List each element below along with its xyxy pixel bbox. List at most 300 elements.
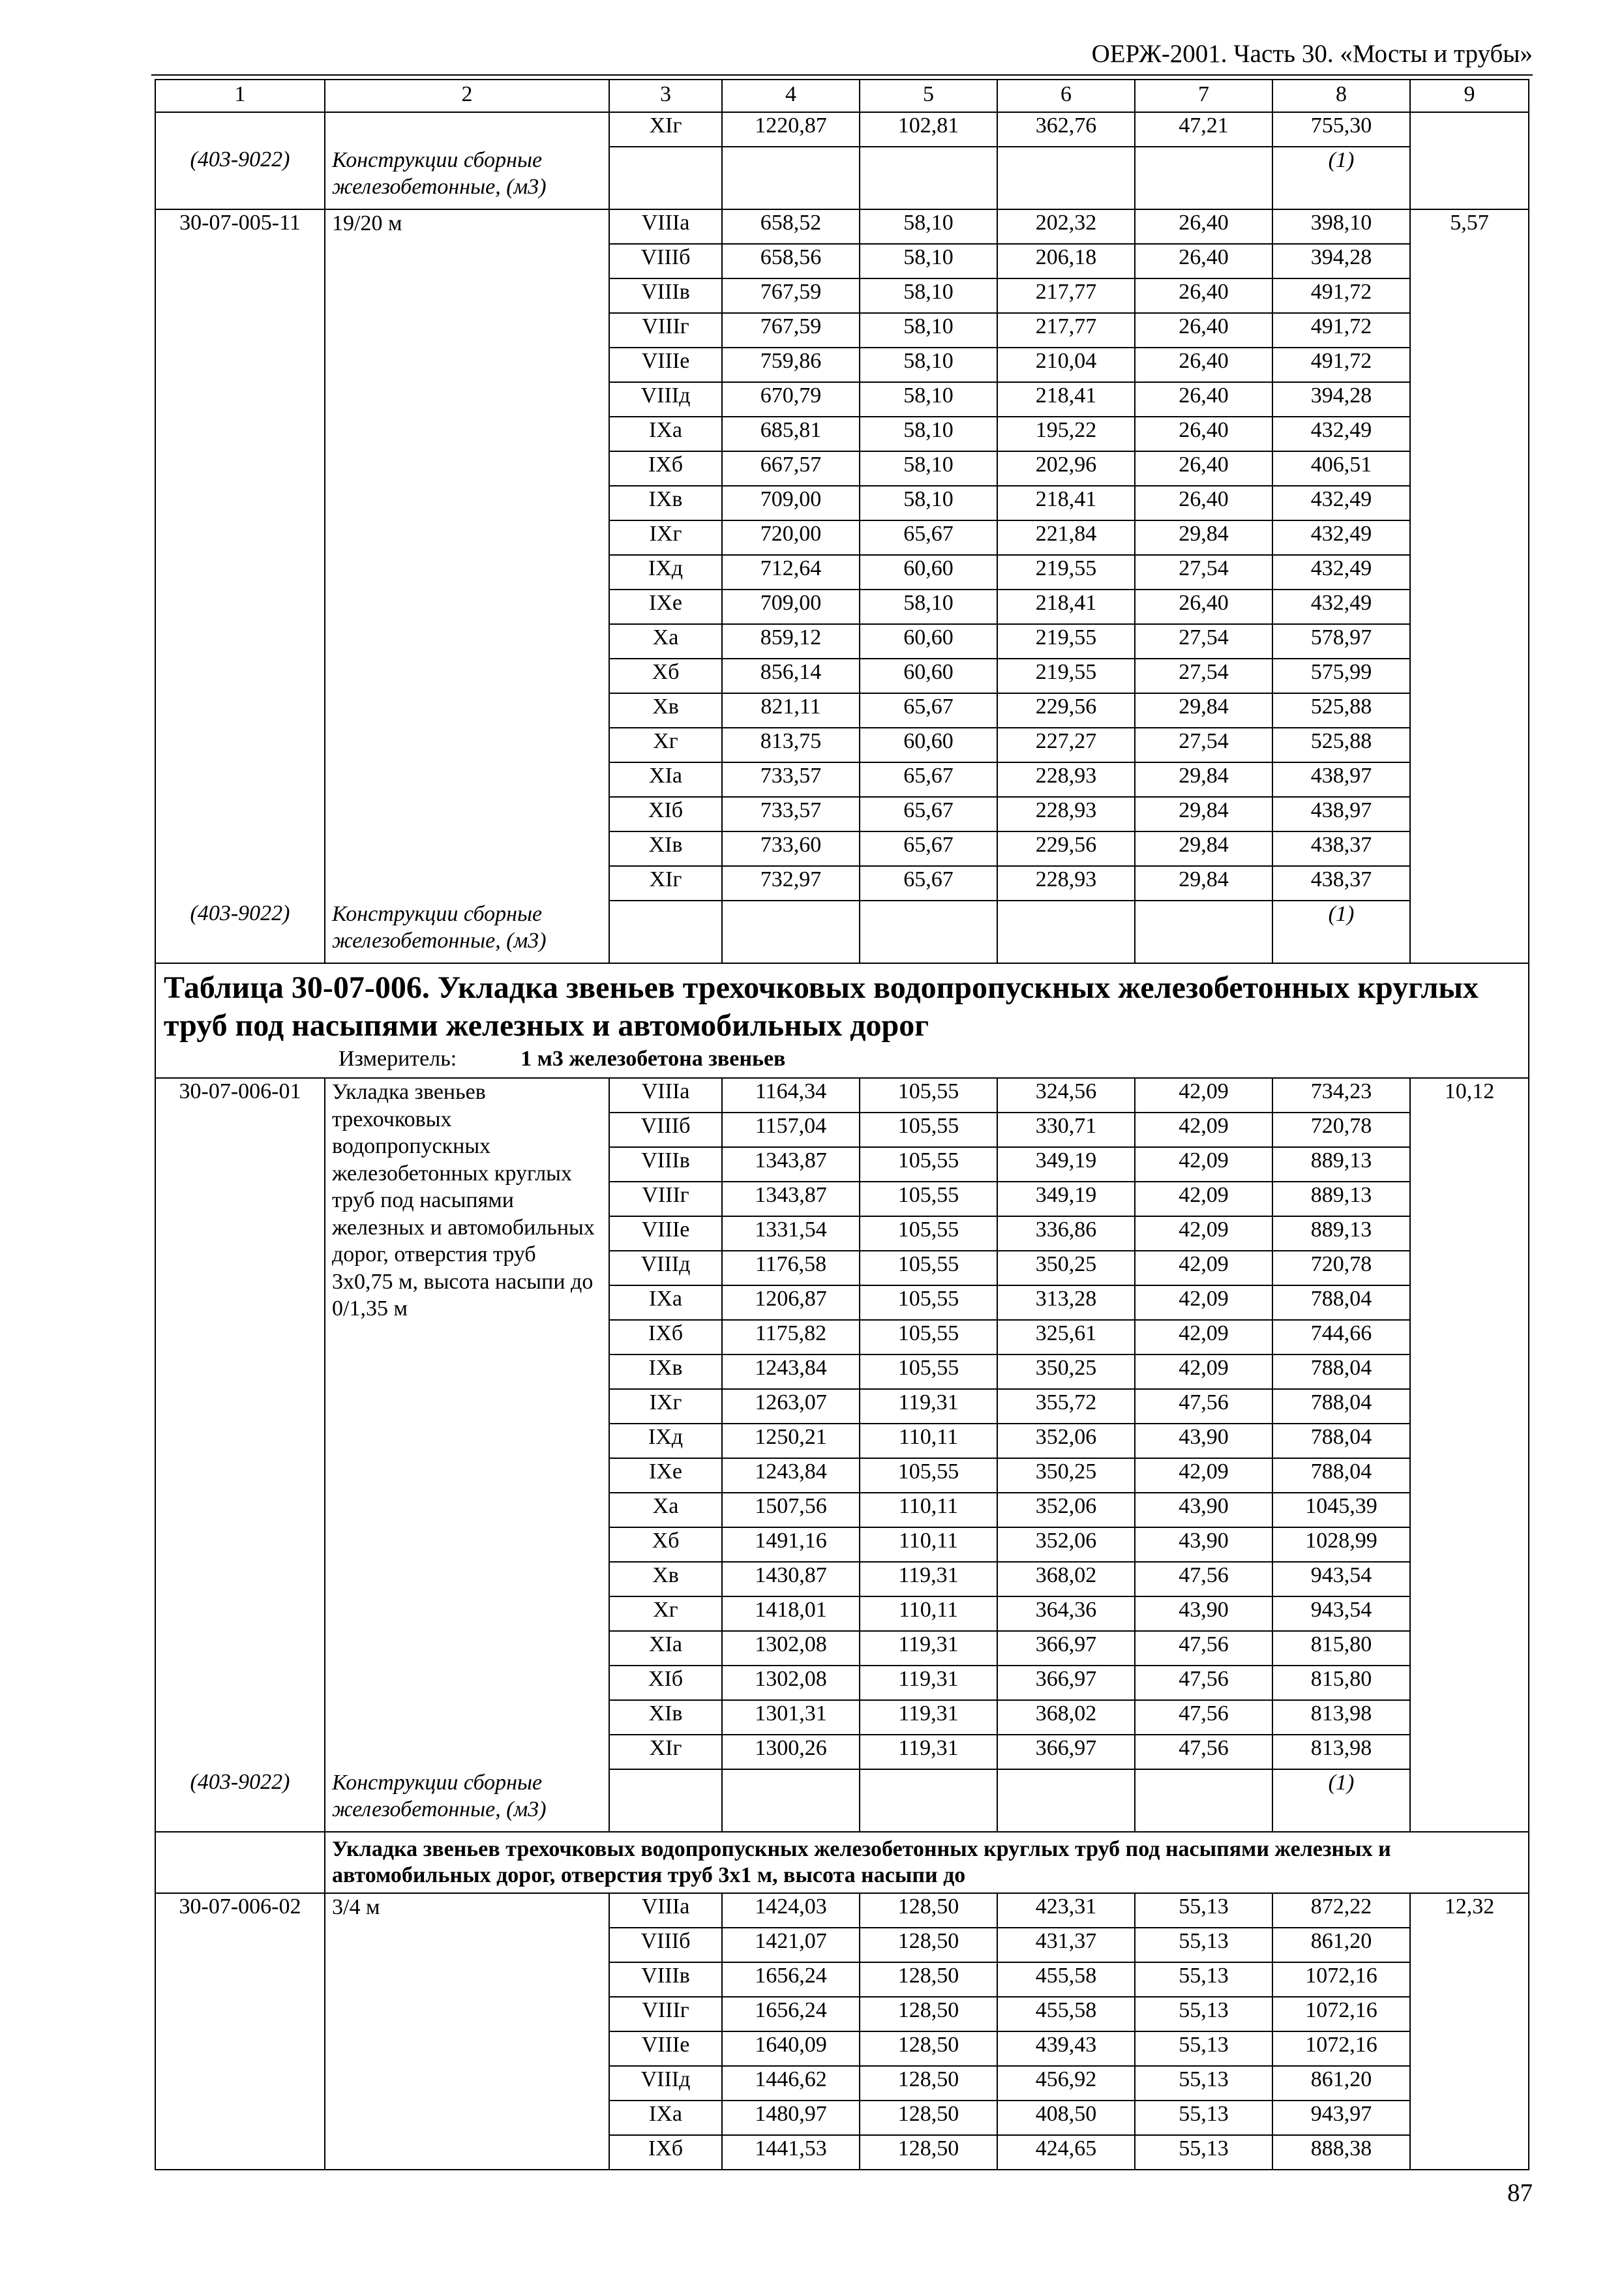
value-cell: 744,66: [1272, 1320, 1410, 1354]
value-cell: 455,58: [997, 1997, 1135, 2031]
value-cell: 330,71: [997, 1113, 1135, 1147]
value-cell: 888,38: [1272, 2135, 1410, 2170]
value-cell: 26,40: [1135, 382, 1272, 417]
value-cell: 431,37: [997, 1928, 1135, 1962]
value-cell: 29,84: [1135, 762, 1272, 797]
value-cell: 491,72: [1272, 348, 1410, 382]
region-code: IХе: [609, 1458, 722, 1493]
value-cell: 670,79: [722, 382, 860, 417]
value-cell: 732,97: [722, 866, 860, 901]
value-cell: 1045,39: [1272, 1493, 1410, 1527]
value-cell: 720,78: [1272, 1251, 1410, 1285]
value-cell: 42,09: [1135, 1285, 1272, 1320]
value-cell: 432,49: [1272, 520, 1410, 555]
value-cell: 1343,87: [722, 1147, 860, 1182]
value-cell: 733,57: [722, 797, 860, 831]
empty-cell: [722, 901, 860, 963]
region-code: ХIг: [609, 866, 722, 901]
material-mark: (1): [1272, 901, 1410, 963]
value-cell: 55,13: [1135, 1962, 1272, 1997]
value-cell: 1220,87: [722, 112, 860, 147]
column-number: 4: [722, 80, 860, 112]
value-cell: 943,54: [1272, 1562, 1410, 1596]
column-number: 5: [860, 80, 997, 112]
value-cell: 1343,87: [722, 1182, 860, 1216]
value-cell: 1164,34: [722, 1078, 860, 1113]
empty-cell: [722, 1769, 860, 1832]
material-mark: (1): [1272, 147, 1410, 209]
value-cell: 105,55: [860, 1113, 997, 1147]
value-cell: 42,09: [1135, 1182, 1272, 1216]
value-cell: 119,31: [860, 1389, 997, 1424]
region-code: Хб: [609, 1527, 722, 1562]
value-cell: 29,84: [1135, 866, 1272, 901]
value-cell: 26,40: [1135, 313, 1272, 348]
value-cell: 788,04: [1272, 1389, 1410, 1424]
value-cell: 60,60: [860, 624, 997, 659]
region-code: IХв: [609, 1354, 722, 1389]
column-number: 1: [155, 80, 325, 112]
value-cell: 685,81: [722, 417, 860, 451]
value-cell: 438,97: [1272, 797, 1410, 831]
value-cell: 525,88: [1272, 728, 1410, 762]
value-cell: 1175,82: [722, 1320, 860, 1354]
value-cell: 55,13: [1135, 1893, 1272, 1928]
value-cell: 1331,54: [722, 1216, 860, 1251]
material-name: Конструкции сборные железобетонные, (м3): [325, 1769, 609, 1832]
value-cell: 60,60: [860, 728, 997, 762]
value-cell: 1250,21: [722, 1424, 860, 1458]
region-code: VIIIб: [609, 244, 722, 278]
empty-cell: [1135, 901, 1272, 963]
value-cell: 438,97: [1272, 762, 1410, 797]
value-cell: 47,56: [1135, 1631, 1272, 1666]
region-code: VIIIв: [609, 278, 722, 313]
value-cell: 43,90: [1135, 1424, 1272, 1458]
value-cell: 65,67: [860, 797, 997, 831]
material-mark: (1): [1272, 1769, 1410, 1832]
value-cell: 366,97: [997, 1666, 1135, 1700]
value-cell: 29,84: [1135, 831, 1272, 866]
material-code: (403-9022): [155, 901, 325, 963]
value-cell: 228,93: [997, 797, 1135, 831]
region-code: IХе: [609, 590, 722, 624]
value-cell: 398,10: [1272, 209, 1410, 244]
column-number: 8: [1272, 80, 1410, 112]
empty-cell: [860, 901, 997, 963]
value-cell: 364,36: [997, 1596, 1135, 1631]
value-cell: 105,55: [860, 1078, 997, 1113]
value-cell: 1302,08: [722, 1631, 860, 1666]
value-cell: 709,00: [722, 590, 860, 624]
value-cell: 65,67: [860, 831, 997, 866]
value-cell: 218,41: [997, 382, 1135, 417]
value-cell: 229,56: [997, 831, 1135, 866]
value-cell: 1480,97: [722, 2101, 860, 2135]
value-cell: 1301,31: [722, 1700, 860, 1735]
region-code: IХа: [609, 417, 722, 451]
region-code: IХа: [609, 2101, 722, 2135]
value-cell: 55,13: [1135, 2031, 1272, 2066]
value-cell: 119,31: [860, 1562, 997, 1596]
empty-cell: [325, 112, 609, 147]
value-cell: 1491,16: [722, 1527, 860, 1562]
region-code: IХд: [609, 555, 722, 590]
value-cell: 42,09: [1135, 1320, 1272, 1354]
value-cell: 219,55: [997, 555, 1135, 590]
unit-line: [338, 1045, 1520, 1073]
region-code: VIIIе: [609, 1216, 722, 1251]
value-cell: 350,25: [997, 1458, 1135, 1493]
value-cell: 872,22: [1272, 1893, 1410, 1928]
value-cell: 47,56: [1135, 1666, 1272, 1700]
value-cell: 755,30: [1272, 112, 1410, 147]
value-cell: 1206,87: [722, 1285, 860, 1320]
value-cell: 26,40: [1135, 590, 1272, 624]
value-cell: 206,18: [997, 244, 1135, 278]
value-cell: 60,60: [860, 555, 997, 590]
region-code: IХг: [609, 520, 722, 555]
value-cell: 394,28: [1272, 244, 1410, 278]
value-cell: 1421,07: [722, 1928, 860, 1962]
value-cell: 58,10: [860, 348, 997, 382]
page-number: 87: [1507, 2179, 1533, 2207]
table-row: [155, 1078, 1529, 1113]
region-code: VIIIе: [609, 348, 722, 382]
value-cell: 424,65: [997, 2135, 1135, 2170]
value-cell: 709,00: [722, 486, 860, 520]
empty-cell: [1135, 1769, 1272, 1832]
region-code: Хг: [609, 1596, 722, 1631]
value-cell: 767,59: [722, 278, 860, 313]
value-cell: 861,20: [1272, 2066, 1410, 2101]
empty-cell: [609, 1769, 722, 1832]
region-code: ХIг: [609, 1735, 722, 1769]
value-cell: 26,40: [1135, 348, 1272, 382]
material-footer-row: [155, 901, 1529, 963]
value-cell: 27,54: [1135, 728, 1272, 762]
column-number: 3: [609, 80, 722, 112]
value-cell: 110,11: [860, 1424, 997, 1458]
value-cell: 110,11: [860, 1527, 997, 1562]
value-cell: 47,56: [1135, 1735, 1272, 1769]
empty-cell: [997, 1769, 1135, 1832]
workforce-cost: 10,12: [1410, 1078, 1529, 1769]
value-cell: 432,49: [1272, 486, 1410, 520]
value-cell: 228,93: [997, 866, 1135, 901]
value-cell: 210,04: [997, 348, 1135, 382]
value-cell: 578,97: [1272, 624, 1410, 659]
region-code: VIIIе: [609, 2031, 722, 2066]
value-cell: 26,40: [1135, 451, 1272, 486]
region-code: ХIб: [609, 797, 722, 831]
value-cell: 432,49: [1272, 590, 1410, 624]
value-cell: 1243,84: [722, 1354, 860, 1389]
column-number: 7: [1135, 80, 1272, 112]
region-code: VIIIв: [609, 1962, 722, 1997]
region-code: VIIIд: [609, 382, 722, 417]
value-cell: 217,77: [997, 278, 1135, 313]
value-cell: 368,02: [997, 1562, 1135, 1596]
value-cell: 1176,58: [722, 1251, 860, 1285]
value-cell: 29,84: [1135, 693, 1272, 728]
region-code: ХIб: [609, 1666, 722, 1700]
value-cell: 788,04: [1272, 1354, 1410, 1389]
value-cell: 821,11: [722, 693, 860, 728]
value-cell: 105,55: [860, 1182, 997, 1216]
region-code: VIIIб: [609, 1113, 722, 1147]
empty-cell: [860, 147, 997, 209]
value-cell: 352,06: [997, 1424, 1135, 1458]
material-code: (403-9022): [155, 1769, 325, 1832]
value-cell: 58,10: [860, 209, 997, 244]
table-row: [155, 112, 1529, 147]
rates-table: [155, 79, 1529, 2170]
unit-label: Измеритель:: [338, 1047, 457, 1071]
table-row: [155, 209, 1529, 244]
value-cell: 658,52: [722, 209, 860, 244]
value-cell: 47,56: [1135, 1389, 1272, 1424]
value-cell: 1656,24: [722, 1962, 860, 1997]
value-cell: 1157,04: [722, 1113, 860, 1147]
value-cell: 29,84: [1135, 797, 1272, 831]
value-cell: 1418,01: [722, 1596, 860, 1631]
value-cell: 219,55: [997, 624, 1135, 659]
value-cell: 313,28: [997, 1285, 1135, 1320]
subheading-row: [155, 1832, 1529, 1893]
region-code: IХв: [609, 486, 722, 520]
value-cell: 1430,87: [722, 1562, 860, 1596]
value-cell: 47,56: [1135, 1700, 1272, 1735]
value-cell: 733,57: [722, 762, 860, 797]
empty-cell: [1410, 112, 1529, 147]
value-cell: 43,90: [1135, 1527, 1272, 1562]
value-cell: 767,59: [722, 313, 860, 348]
value-cell: 861,20: [1272, 1928, 1410, 1962]
value-cell: 55,13: [1135, 2135, 1272, 2170]
region-code: ХIа: [609, 762, 722, 797]
value-cell: 1243,84: [722, 1458, 860, 1493]
value-cell: 110,11: [860, 1493, 997, 1527]
value-cell: 105,55: [860, 1285, 997, 1320]
region-code: ХIг: [609, 112, 722, 147]
value-cell: 58,10: [860, 417, 997, 451]
value-cell: 788,04: [1272, 1424, 1410, 1458]
value-cell: 815,80: [1272, 1666, 1410, 1700]
value-cell: 1507,56: [722, 1493, 860, 1527]
region-code: VIIIа: [609, 1078, 722, 1113]
value-cell: 102,81: [860, 112, 997, 147]
region-code: VIIIг: [609, 313, 722, 348]
value-cell: 55,13: [1135, 1928, 1272, 1962]
value-cell: 128,50: [860, 2101, 997, 2135]
value-cell: 65,67: [860, 693, 997, 728]
rate-code: 30-07-006-02: [155, 1893, 325, 2170]
table-title-row: [155, 963, 1529, 1078]
value-cell: 58,10: [860, 486, 997, 520]
subheading-text: Укладка звеньев трехочковых водопропускных железобетонных круглых труб под насыпями железных и автомобильных дорог, отверстия труб 3х1 м, высота насыпи до: [325, 1832, 1529, 1893]
value-cell: 658,56: [722, 244, 860, 278]
value-cell: 1028,99: [1272, 1527, 1410, 1562]
region-code: ХIа: [609, 1631, 722, 1666]
value-cell: 128,50: [860, 2031, 997, 2066]
material-code: (403-9022): [155, 147, 325, 209]
value-cell: 47,56: [1135, 1562, 1272, 1596]
value-cell: 1441,53: [722, 2135, 860, 2170]
empty-cell: [860, 1769, 997, 1832]
value-cell: 859,12: [722, 624, 860, 659]
region-code: Ха: [609, 624, 722, 659]
value-cell: 58,10: [860, 313, 997, 348]
empty-cell: [155, 1832, 325, 1893]
material-footer-row: [155, 1769, 1529, 1832]
value-cell: 325,61: [997, 1320, 1135, 1354]
value-cell: 105,55: [860, 1354, 997, 1389]
value-cell: 128,50: [860, 1962, 997, 1997]
value-cell: 218,41: [997, 486, 1135, 520]
value-cell: 42,09: [1135, 1458, 1272, 1493]
value-cell: 58,10: [860, 244, 997, 278]
value-cell: 813,75: [722, 728, 860, 762]
column-number-row: [155, 80, 1529, 112]
value-cell: 42,09: [1135, 1216, 1272, 1251]
value-cell: 438,37: [1272, 831, 1410, 866]
value-cell: 202,32: [997, 209, 1135, 244]
value-cell: 525,88: [1272, 693, 1410, 728]
value-cell: 195,22: [997, 417, 1135, 451]
value-cell: 943,97: [1272, 2101, 1410, 2135]
value-cell: 423,31: [997, 1893, 1135, 1928]
value-cell: 1072,16: [1272, 2031, 1410, 2066]
value-cell: 1424,03: [722, 1893, 860, 1928]
rate-code: 30-07-005-11: [155, 209, 325, 901]
empty-cell: [1410, 147, 1529, 209]
value-cell: 788,04: [1272, 1285, 1410, 1320]
value-cell: 349,19: [997, 1147, 1135, 1182]
value-cell: 60,60: [860, 659, 997, 693]
region-code: VIIIа: [609, 209, 722, 244]
value-cell: 352,06: [997, 1493, 1135, 1527]
value-cell: 202,96: [997, 451, 1135, 486]
value-cell: 1656,24: [722, 1997, 860, 2031]
empty-cell: [722, 147, 860, 209]
value-cell: 406,51: [1272, 451, 1410, 486]
value-cell: 119,31: [860, 1666, 997, 1700]
value-cell: 456,92: [997, 2066, 1135, 2101]
value-cell: 432,49: [1272, 555, 1410, 590]
empty-cell: [997, 901, 1135, 963]
value-cell: 324,56: [997, 1078, 1135, 1113]
value-cell: 43,90: [1135, 1493, 1272, 1527]
region-code: ХIв: [609, 831, 722, 866]
material-name: Конструкции сборные железобетонные, (м3): [325, 901, 609, 963]
value-cell: 55,13: [1135, 2101, 1272, 2135]
region-code: Хв: [609, 693, 722, 728]
value-cell: 734,23: [1272, 1078, 1410, 1113]
value-cell: 55,13: [1135, 1997, 1272, 2031]
value-cell: 439,43: [997, 2031, 1135, 2066]
value-cell: 43,90: [1135, 1596, 1272, 1631]
value-cell: 889,13: [1272, 1182, 1410, 1216]
value-cell: 29,84: [1135, 520, 1272, 555]
workforce-cost: 5,57: [1410, 209, 1529, 901]
value-cell: 47,21: [1135, 112, 1272, 147]
value-cell: 105,55: [860, 1458, 997, 1493]
value-cell: 349,19: [997, 1182, 1135, 1216]
value-cell: 119,31: [860, 1735, 997, 1769]
region-code: VIIIа: [609, 1893, 722, 1928]
region-code: VIIIг: [609, 1997, 722, 2031]
value-cell: 42,09: [1135, 1078, 1272, 1113]
value-cell: 733,60: [722, 831, 860, 866]
value-cell: 1300,26: [722, 1735, 860, 1769]
value-cell: 27,54: [1135, 659, 1272, 693]
value-cell: 889,13: [1272, 1147, 1410, 1182]
region-code: Ха: [609, 1493, 722, 1527]
region-code: IХд: [609, 1424, 722, 1458]
value-cell: 229,56: [997, 693, 1135, 728]
value-cell: 575,99: [1272, 659, 1410, 693]
value-cell: 227,27: [997, 728, 1135, 762]
value-cell: 438,37: [1272, 866, 1410, 901]
value-cell: 58,10: [860, 451, 997, 486]
region-code: Хг: [609, 728, 722, 762]
rate-description: Укладка звеньев трехочковых водопропускных железобетонных круглых труб под насыпями железных и автомобильных дорог, отверстия труб 3х0,75 м, высота насыпи до 0/1,35 м: [325, 1078, 609, 1769]
value-cell: 1072,16: [1272, 1962, 1410, 1997]
value-cell: 336,86: [997, 1216, 1135, 1251]
value-cell: 58,10: [860, 278, 997, 313]
value-cell: 110,11: [860, 1596, 997, 1631]
value-cell: 128,50: [860, 2066, 997, 2101]
region-code: VIIIб: [609, 1928, 722, 1962]
value-cell: 788,04: [1272, 1458, 1410, 1493]
unit-value: 1 м3 железобетона звеньев: [520, 1047, 786, 1071]
region-code: IХб: [609, 1320, 722, 1354]
value-cell: 42,09: [1135, 1147, 1272, 1182]
column-number: 2: [325, 80, 609, 112]
value-cell: 759,86: [722, 348, 860, 382]
value-cell: 26,40: [1135, 278, 1272, 313]
value-cell: 720,78: [1272, 1113, 1410, 1147]
value-cell: 813,98: [1272, 1700, 1410, 1735]
table-title: Таблица 30-07-006. Укладка звеньев трехочковых водопропускных железобетонных круглых труб под насыпями железных и автомобильных дорог: [164, 970, 1479, 1043]
value-cell: 1446,62: [722, 2066, 860, 2101]
region-code: Хв: [609, 1562, 722, 1596]
value-cell: 815,80: [1272, 1631, 1410, 1666]
value-cell: 65,67: [860, 762, 997, 797]
value-cell: 1072,16: [1272, 1997, 1410, 2031]
value-cell: 366,97: [997, 1631, 1135, 1666]
value-cell: 26,40: [1135, 486, 1272, 520]
table-row: [155, 1893, 1529, 1928]
value-cell: 42,09: [1135, 1251, 1272, 1285]
value-cell: 943,54: [1272, 1596, 1410, 1631]
value-cell: 105,55: [860, 1320, 997, 1354]
value-cell: 65,67: [860, 520, 997, 555]
value-cell: 27,54: [1135, 555, 1272, 590]
value-cell: 119,31: [860, 1631, 997, 1666]
region-code: IХб: [609, 451, 722, 486]
value-cell: 128,50: [860, 2135, 997, 2170]
value-cell: 55,13: [1135, 2066, 1272, 2101]
value-cell: 720,00: [722, 520, 860, 555]
value-cell: 368,02: [997, 1700, 1135, 1735]
value-cell: 667,57: [722, 451, 860, 486]
region-code: VIIIд: [609, 2066, 722, 2101]
value-cell: 105,55: [860, 1147, 997, 1182]
rate-code: 30-07-006-01: [155, 1078, 325, 1769]
value-cell: 350,25: [997, 1251, 1135, 1285]
